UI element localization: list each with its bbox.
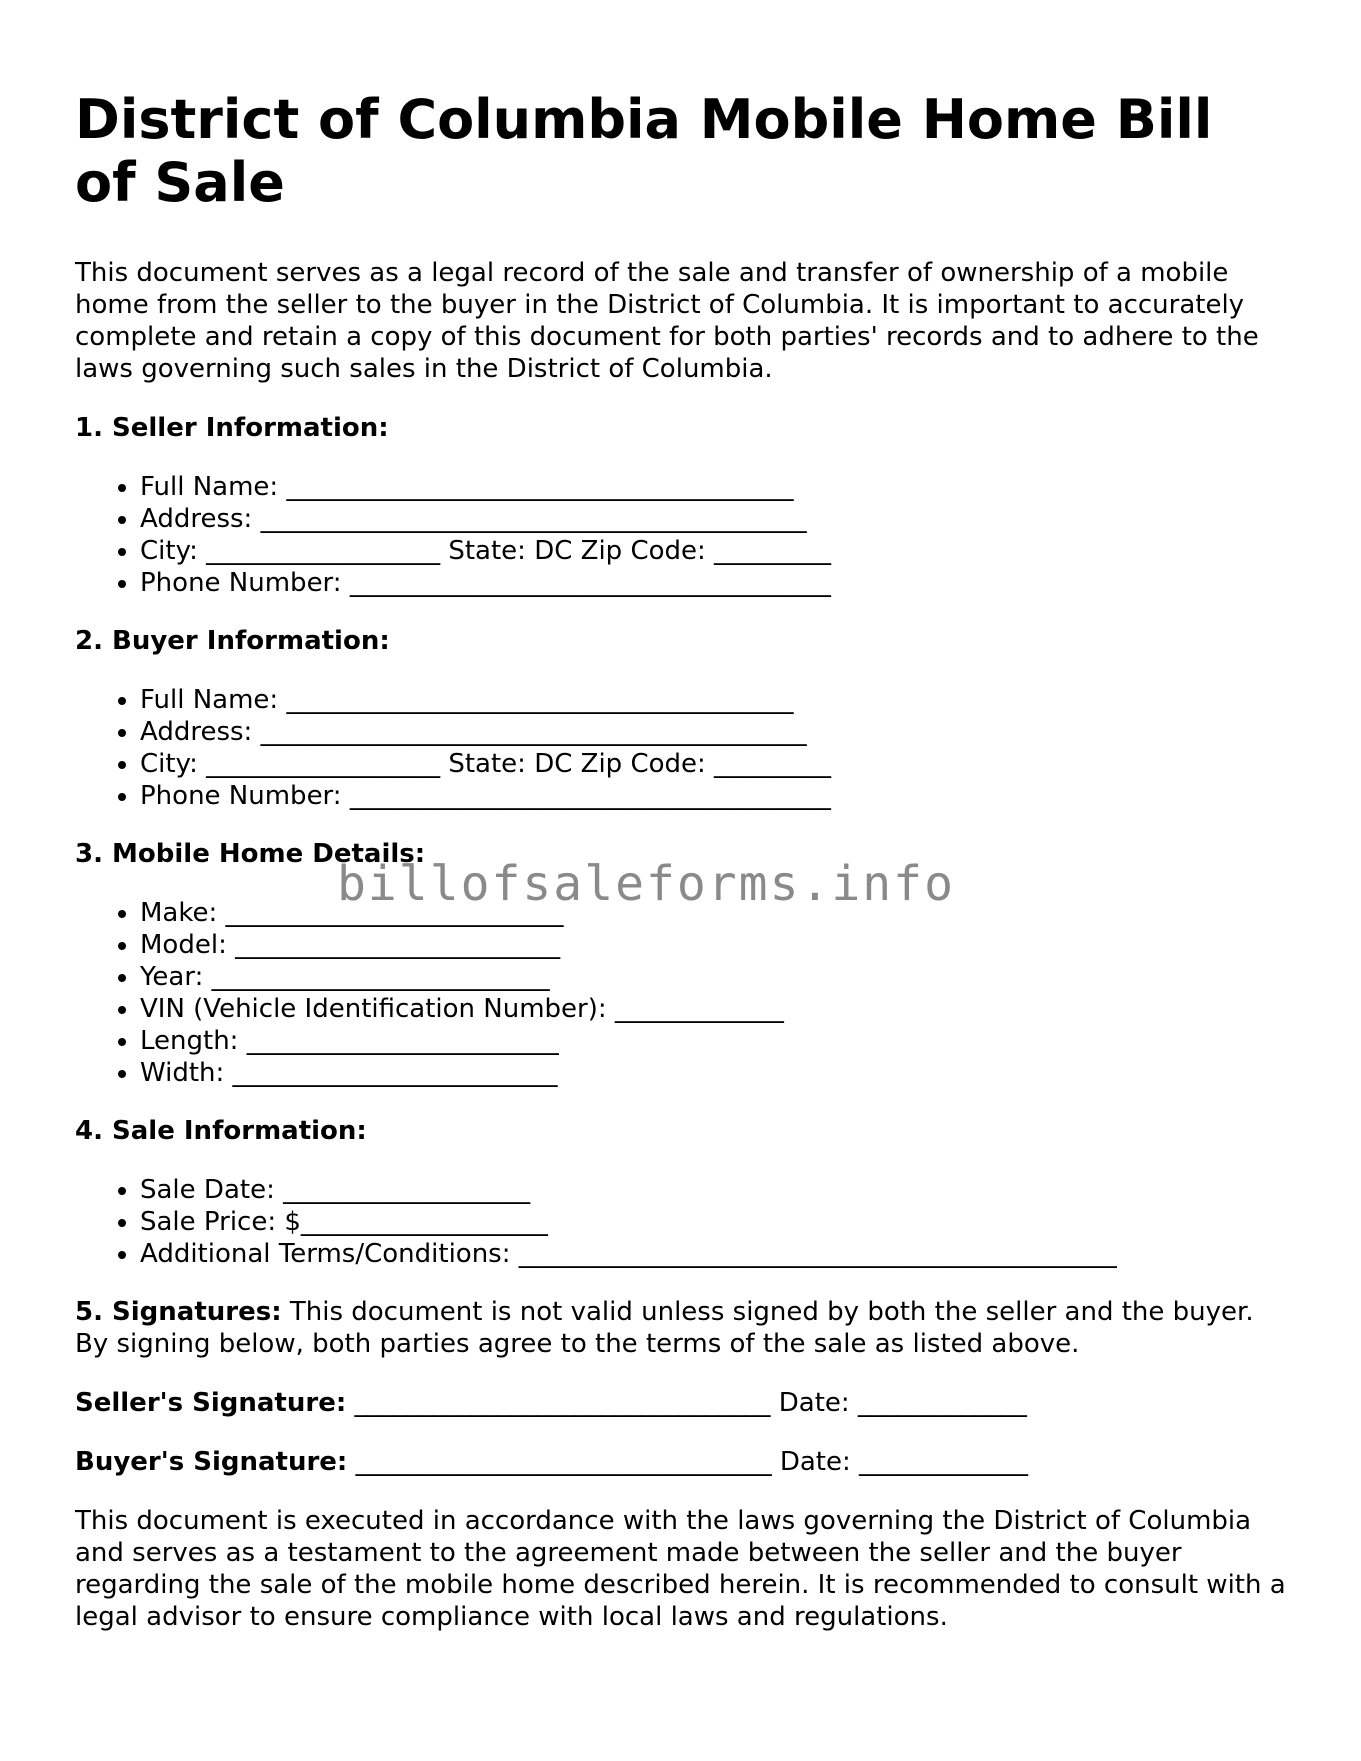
year-field[interactable]: • Year: __________________________ [140, 961, 1290, 993]
buyer-section-heading: 2. Buyer Information: [75, 626, 390, 656]
sale-price-field[interactable]: • Sale Price: $___________________ [140, 1206, 1290, 1238]
seller-phone-field[interactable]: • Phone Number: _____________________________________ [140, 567, 1290, 599]
buyer-signature-line[interactable] [75, 1446, 1290, 1478]
sale-date-field[interactable]: • Sale Date: ___________________ [140, 1174, 1290, 1206]
signatures-heading: 5. Signatures: [75, 1297, 282, 1327]
seller-signature-blank[interactable]: ________________________________ Date: _____________ [346, 1388, 1027, 1418]
buyer-city-state-zip-field[interactable]: • City: __________________ State: DC Zip Code: _________ [140, 748, 1290, 780]
seller-signature-label: Seller's Signature: [75, 1388, 347, 1418]
width-field[interactable]: • Width: _________________________ [140, 1057, 1290, 1089]
seller-full-name-field[interactable]: • Full Name: _______________________________________ [140, 471, 1290, 503]
vin-field[interactable]: • VIN (Vehicle Identification Number): _____________ [140, 993, 1290, 1025]
additional-terms-field[interactable]: • Additional Terms/Conditions: ______________________________________________ [140, 1238, 1290, 1270]
buyer-address-field[interactable]: • Address: __________________________________________ [140, 716, 1290, 748]
closing-paragraph: This document is executed in accordance with the laws governing the District of Columbia and serves as a testament to the agreement made between the seller and the buyer regarding the sale of the mobile home described herein. It is recommended to consult with a legal advisor to ensure compliance with local laws and regulations. [75, 1506, 1286, 1632]
sale-field-list [75, 1174, 1290, 1270]
buyer-signature-blank[interactable]: ________________________________ Date: _____________ [347, 1447, 1029, 1477]
seller-address-field[interactable]: • Address: __________________________________________ [140, 503, 1290, 535]
make-field[interactable]: • Make: __________________________ [140, 897, 1290, 929]
watermark: billofsaleforms.info [337, 856, 955, 912]
buyer-full-name-field[interactable]: • Full Name: _______________________________________ [140, 684, 1290, 716]
seller-section-heading: 1. Seller Information: [75, 413, 389, 443]
mobile-home-section-heading: 3. Mobile Home Details: [75, 839, 426, 869]
sale-section-heading: 4. Sale Information: [75, 1116, 367, 1146]
length-field[interactable]: • Length: ________________________ [140, 1025, 1290, 1057]
buyer-signature-label: Buyer's Signature: [75, 1447, 348, 1477]
mobile-home-field-list [75, 897, 1290, 1089]
seller-field-list [75, 471, 1290, 599]
seller-signature-line[interactable] [75, 1387, 1290, 1419]
signatures-paragraph [75, 1296, 1290, 1360]
signatures-text: This document is not valid unless signed by both the seller and the buyer. By signing below, both parties agree to the terms of the sale as listed above. [75, 1297, 1254, 1359]
model-field[interactable]: • Model: _________________________ [140, 929, 1290, 961]
buyer-field-list [75, 684, 1290, 812]
page-title: District of Columbia Mobile Home Bill of Sale [75, 88, 1213, 214]
buyer-phone-field[interactable]: • Phone Number: _____________________________________ [140, 780, 1290, 812]
seller-city-state-zip-field[interactable]: • City: __________________ State: DC Zip Code: _________ [140, 535, 1290, 567]
document-page [75, 88, 1290, 1633]
intro-paragraph: This document serves as a legal record of the sale and transfer of ownership of a mobile home from the seller to the buyer in the District of Columbia. It is important to accurately complete and retain a copy of this document for both parties' records and to adhere to the laws governing such sales in the District of Columbia. [75, 258, 1259, 384]
